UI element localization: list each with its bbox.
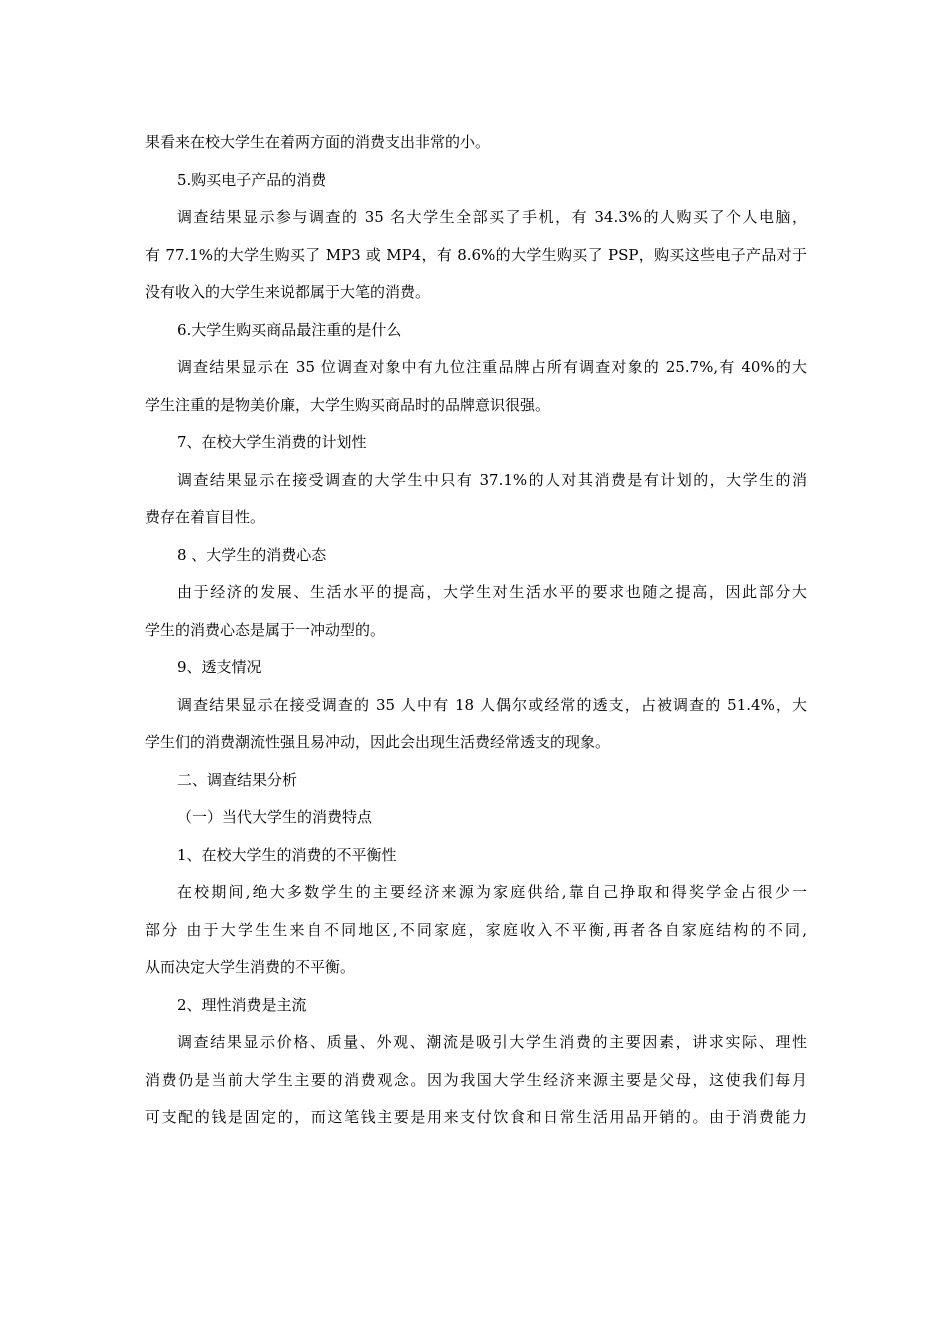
- text-line: 调查结果显示在 35 位调查对象中有九位注重品牌占所有调查对象的 25.7%,有 40%的大: [177, 358, 807, 376]
- text-line: 有 77.1%的大学生购买了 MP3 或 MP4，有 8.6%的大学生购买了 PSP，购买这些电子产品对于: [145, 245, 807, 264]
- text-line: 调查结果显示在接受调查的大学生中只有 37.1%的人对其消费是有计划的，大学生的消: [177, 470, 807, 489]
- text-line: （一）当代大学生的消费特点: [177, 808, 373, 826]
- text-line: 学生的消费心态是属于一冲动型的。: [145, 620, 386, 639]
- text-line: 费存在着盲目性。: [145, 508, 266, 526]
- text-line: 7、在校大学生消费的计划性: [177, 433, 367, 451]
- text-line: 8 、大学生的消费心态: [177, 545, 327, 564]
- text-line: 学生们的消费潮流性强且易冲动，因此会出现生活费经常透支的现象。: [145, 733, 611, 751]
- text-line: 调查结果显示参与调查的 35 名大学生全部买了手机，有 34.3%的人购买了个人电脑，: [177, 208, 807, 226]
- text-line: 调查结果显示价格、质量、外观、潮流是吸引大学生消费的主要因素，讲求实际、理性: [177, 1033, 807, 1051]
- text-line: 调查结果显示在接受调查的 35 人中有 18 人偶尔或经常的透支，占被调查的 51.4%，大: [177, 695, 807, 714]
- text-line: 5.购买电子产品的消费: [177, 170, 327, 189]
- text-line: 6.大学生购买商品最注重的是什么: [177, 320, 402, 339]
- text-line: 果看来在校大学生在着两方面的消费支出非常的小。: [145, 133, 491, 151]
- text-line: 2、理性消费是主流: [177, 995, 307, 1014]
- text-line: 部分 由于大学生生来自不同地区,不同家庭，家庭收入不平衡,再者各自家庭结构的不同,: [145, 920, 807, 939]
- text-line: 没有收入的大学生来说都属于大笔的消费。: [145, 283, 431, 301]
- text-line: 从而决定大学生消费的不平衡。: [145, 958, 356, 976]
- document-page: [145, 124, 807, 1137]
- text-line: 学生注重的是物美价廉，大学生购买商品时的品牌意识很强。: [145, 395, 551, 414]
- text-line: 1、在校大学生的消费的不平衡性: [177, 845, 397, 864]
- text-line: 消费仍是当前大学生主要的消费观念。因为我国大学生经济来源主要是父母，这使我们每月: [145, 1070, 807, 1089]
- text-line: 在校期间,绝大多数学生的主要经济来源为家庭供给,靠自己挣取和得奖学金占很少一: [177, 883, 807, 901]
- text-line: 9、透支情况: [177, 658, 262, 676]
- text-line: 由于经济的发展、生活水平的提高，大学生对生活水平的要求也随之提高，因此部分大: [177, 583, 807, 601]
- text-line: 可支配的钱是固定的，而这笔钱主要是用来支付饮食和日常生活用品开销的。由于消费能力: [145, 1108, 807, 1126]
- text-line: 二、调查结果分析: [177, 770, 298, 789]
